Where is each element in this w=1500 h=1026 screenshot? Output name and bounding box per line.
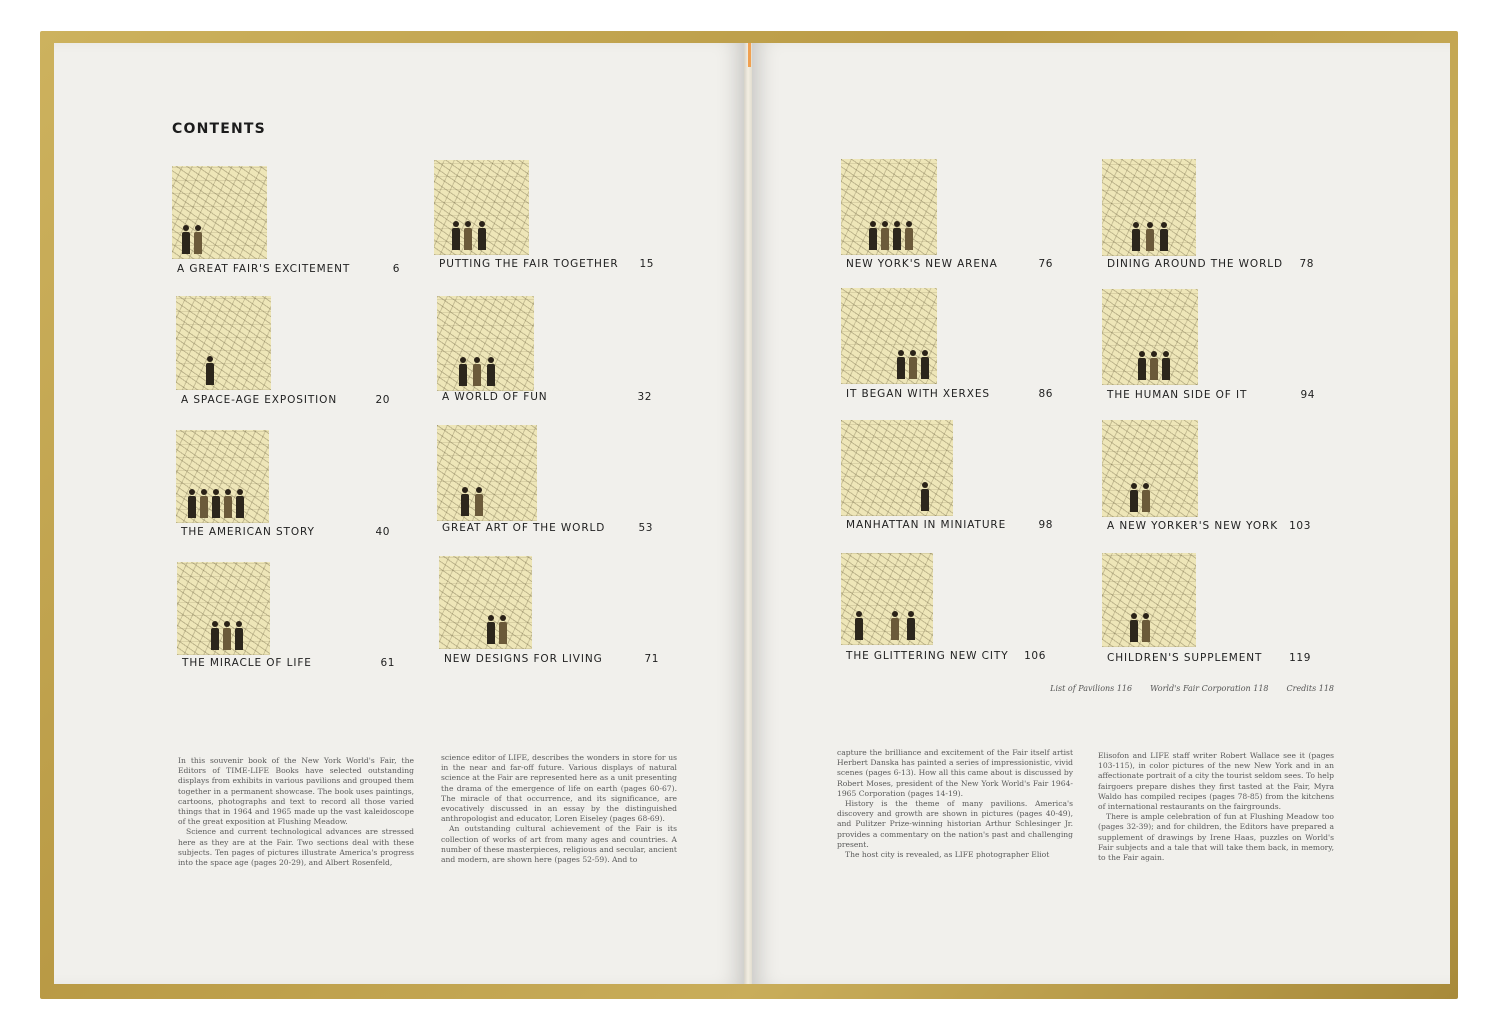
entry-title: THE AMERICAN STORY <box>181 526 315 538</box>
section-illustration <box>176 296 271 390</box>
figure-silhouette <box>891 611 899 641</box>
figure-silhouette <box>212 489 220 519</box>
entry-title: A WORLD OF FUN <box>442 391 548 403</box>
figure-silhouette <box>459 357 467 387</box>
entry-title: NEW DESIGNS FOR LIVING <box>444 653 603 665</box>
figure-silhouette <box>1150 351 1158 381</box>
section-illustration <box>1102 553 1196 647</box>
intro-text-column-2 <box>441 753 677 865</box>
figure-silhouette <box>224 489 232 519</box>
section-illustration <box>1102 289 1198 385</box>
section-illustration <box>841 288 937 384</box>
book-gutter <box>744 43 752 984</box>
entry-title: DINING AROUND THE WORLD <box>1107 258 1284 270</box>
section-illustration <box>1102 159 1196 256</box>
entry-title: IT BEGAN WITH XERXES <box>846 388 990 400</box>
figure-silhouette <box>499 615 507 645</box>
figure-silhouette <box>921 350 929 380</box>
figure-silhouette <box>1130 613 1138 643</box>
entry-page-number: 119 <box>1289 652 1311 664</box>
figure-silhouette <box>478 221 486 251</box>
figure-silhouette <box>1146 222 1154 252</box>
credits-reference: Credits 118 <box>1286 684 1334 693</box>
intro-text-column-3 <box>837 748 1073 860</box>
figure-silhouette <box>893 221 901 251</box>
paragraph: science editor of LIFE, describes the wonders in store for us in the near and far-off future. Various displays of natural science at the Fair are represented here as a unit presenting the drama of the emergence of life on earth (pages 60-67). The miracle of that occurrence, and its significance, are evocatively discussed in an essay by the distinguished anthropologist and educator, Loren Eiseley (pages 68-69). <box>441 753 677 824</box>
entry-page-number: 53 <box>638 522 653 534</box>
figure-silhouette <box>236 489 244 519</box>
section-illustration <box>439 556 532 649</box>
entry-title: MANHATTAN IN MINIATURE <box>846 519 1007 531</box>
figure-silhouette <box>897 350 905 380</box>
figure-silhouette <box>206 356 214 386</box>
entry-page-number: 78 <box>1299 258 1314 270</box>
paragraph: Science and current technological advances are stressed here as they are at the Fair. Two sections deal with these subjects. Ten pages of pictures illustrate America's progress into the space age (pages 20-29), and Albert Rosenfeld, <box>178 827 414 868</box>
entry-page-number: 40 <box>375 526 390 538</box>
paragraph: In this souvenir book of the New York World's Fair, the Editors of TIME-LIFE Books have selected outstanding displays from exhibits in various pavilions and grouped them together in a permanent showcase. The book uses paintings, cartoons, photographs and text to record all those varied things that in 1964 and 1965 made up the vast kaleidoscope of the great exposition at Flushing Meadow. <box>178 756 414 827</box>
figure-silhouette <box>905 221 913 251</box>
figure-silhouette <box>921 482 929 512</box>
figure-silhouette <box>1162 351 1170 381</box>
figure-silhouette <box>1142 613 1150 643</box>
pavilions-reference: List of Pavilions 116 <box>1050 684 1133 693</box>
figure-silhouette <box>464 221 472 251</box>
figure-silhouette <box>461 487 469 517</box>
paragraph: Elisofon and LIFE staff writer Robert Wallace see it (pages 103-115), in color pictures of the new New York and in an affectionate portrait of a city the tourist seldom sees. To help fairgoers prepare dishes they first tasted at the Fair, Myra Waldo has compiled recipes (pages 78-85) from the kitchens of international restaurants on the fairgrounds. <box>1098 751 1334 812</box>
entry-title: NEW YORK'S NEW ARENA <box>846 258 998 270</box>
entry-page-number: 86 <box>1038 388 1053 400</box>
paragraph: An outstanding cultural achievement of the Fair is its collection of works of art from many ages and countries. A number of these masterpieces, religious and secular, ancient and modern, are shown here (pages 52-59). And to <box>441 824 677 865</box>
section-illustration <box>437 296 534 391</box>
entry-title: CHILDREN'S SUPPLEMENT <box>1107 652 1263 664</box>
contents-heading: CONTENTS <box>172 121 266 137</box>
figure-silhouette <box>855 611 863 641</box>
figure-silhouette <box>869 221 877 251</box>
figure-silhouette <box>182 225 190 255</box>
entry-title: THE HUMAN SIDE OF IT <box>1107 389 1248 401</box>
figure-silhouette <box>211 621 219 651</box>
entry-title: THE GLITTERING NEW CITY <box>846 650 1009 662</box>
section-illustration <box>841 159 937 255</box>
entry-page-number: 76 <box>1038 258 1053 270</box>
figure-silhouette <box>200 489 208 519</box>
intro-text-column-1 <box>178 756 414 868</box>
section-illustration <box>841 420 953 516</box>
figure-silhouette <box>235 621 243 651</box>
entry-title: A NEW YORKER'S NEW YORK <box>1107 520 1279 532</box>
entry-title: THE MIRACLE OF LIFE <box>182 657 312 669</box>
corporation-reference: World's Fair Corporation 118 <box>1150 684 1269 693</box>
entry-title: A SPACE-AGE EXPOSITION <box>181 394 338 406</box>
figure-silhouette <box>1138 351 1146 381</box>
entry-page-number: 71 <box>644 653 659 665</box>
figure-silhouette <box>194 225 202 255</box>
entry-page-number: 6 <box>392 263 400 275</box>
entry-page-number: 61 <box>380 657 395 669</box>
entry-page-number: 20 <box>375 394 390 406</box>
figure-silhouette <box>909 350 917 380</box>
figure-silhouette <box>475 487 483 517</box>
figure-silhouette <box>452 221 460 251</box>
paragraph: The host city is revealed, as LIFE photographer Eliot <box>845 850 1050 860</box>
entry-page-number: 32 <box>637 391 652 403</box>
figure-silhouette <box>1132 222 1140 252</box>
figure-silhouette <box>907 611 915 641</box>
paragraph: There is ample celebration of fun at Flushing Meadow too (pages 32-39); and for children, the Editors have prepared a supplement of drawings by Irene Haas, puzzles on World's Fair subjects and a tale that will take them back, in memory, to the Fair again. <box>1098 812 1334 863</box>
section-illustration <box>177 562 270 655</box>
entry-title: PUTTING THE FAIR TOGETHER <box>439 258 619 270</box>
section-illustration <box>437 425 537 521</box>
bookmark-ribbon <box>748 43 751 67</box>
figure-silhouette <box>188 489 196 519</box>
entry-page-number: 103 <box>1289 520 1311 532</box>
figure-silhouette <box>1142 483 1150 513</box>
figure-silhouette <box>473 357 481 387</box>
entry-page-number: 15 <box>639 258 654 270</box>
figure-silhouette <box>223 621 231 651</box>
section-illustration <box>1102 420 1198 517</box>
figure-silhouette <box>487 615 495 645</box>
entry-page-number: 106 <box>1024 650 1046 662</box>
appendix-references <box>1032 684 1334 693</box>
entry-page-number: 94 <box>1300 389 1315 401</box>
section-illustration <box>176 430 269 523</box>
entry-title: GREAT ART OF THE WORLD <box>442 522 606 534</box>
figure-silhouette <box>1160 222 1168 252</box>
entry-title: A GREAT FAIR'S EXCITEMENT <box>177 263 351 275</box>
entry-page-number: 98 <box>1038 519 1053 531</box>
figure-silhouette <box>1130 483 1138 513</box>
section-illustration <box>434 160 529 255</box>
figure-silhouette <box>881 221 889 251</box>
section-illustration <box>841 553 933 645</box>
figure-silhouette <box>487 357 495 387</box>
intro-text-column-4 <box>1098 751 1334 863</box>
section-illustration <box>172 166 267 259</box>
paragraph: History is the theme of many pavilions. America's discovery and growth are shown in pictures (pages 40-49), and Pulitzer Prize-winning historian Arthur Schlesinger Jr. provides a commentary on the nation's past and challenging present. <box>837 799 1073 849</box>
paragraph: capture the brilliance and excitement of the Fair itself artist Herbert Danska has painted a series of impressionistic, vivid scenes (pages 6-13). How all this came about is discussed by Robert Moses, president of the New York World's Fair 1964-1965 Corporation (pages 14-19). <box>837 748 1073 798</box>
